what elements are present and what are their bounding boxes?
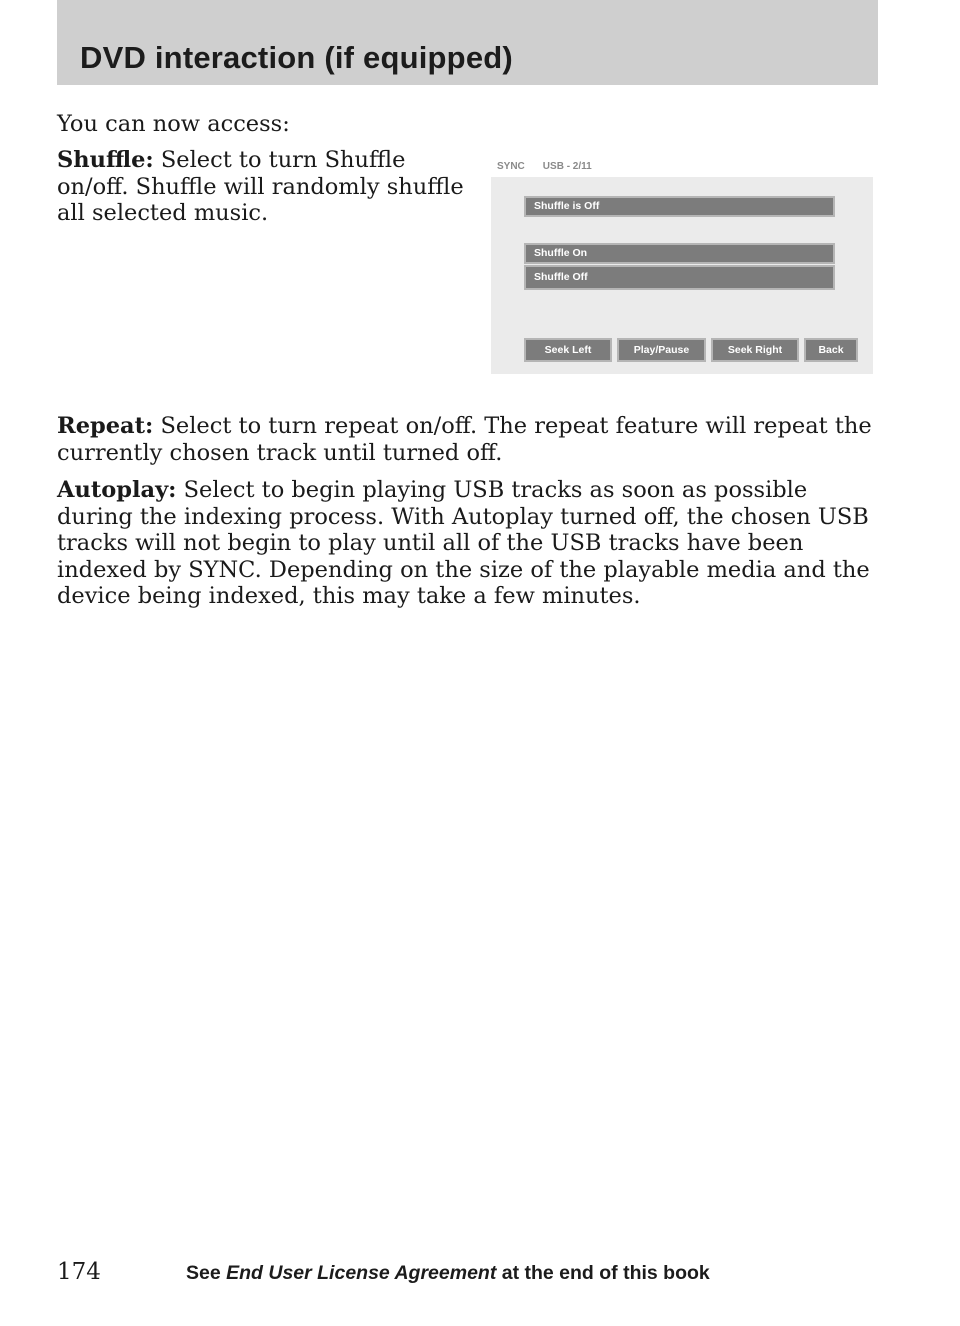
footer-prefix: See xyxy=(186,1262,227,1284)
sync-menu-panel xyxy=(491,177,873,374)
page-title: DVD interaction (if equipped) xyxy=(80,40,513,75)
sync-status-bar xyxy=(497,161,610,172)
autoplay-description: Select to begin playing USB tracks as soon as possible during the indexing process. With Autoplay turned off, the chosen USB tracks will not begin to play until all of the USB tracks have been indexed by SYNC. Depending on the size of the playable media and the device being indexed, this may take a few minutes. xyxy=(57,477,870,609)
sync-screen-illustration xyxy=(491,152,873,374)
shuffle-off-option[interactable]: Shuffle Off xyxy=(524,265,835,290)
back-button[interactable]: Back xyxy=(804,338,858,362)
footer-note xyxy=(186,1262,710,1285)
seek-left-button[interactable]: Seek Left xyxy=(524,338,612,362)
page-number: 174 xyxy=(57,1259,101,1285)
intro-text: You can now access: xyxy=(57,111,290,137)
footer-agreement-title: End User License Agreement xyxy=(226,1262,497,1284)
repeat-description: Select to turn repeat on/off. The repeat feature will repeat the currently chosen track until turned off. xyxy=(57,413,872,466)
sync-status-label: SYNC xyxy=(497,161,525,172)
shuffle-current-setting: Shuffle is Off xyxy=(524,196,835,217)
shuffle-on-option[interactable]: Shuffle On xyxy=(524,243,835,264)
play-pause-button[interactable]: Play/Pause xyxy=(617,338,706,362)
shuffle-description: Select to turn Shuffle on/off. Shuffle will randomly shuffle all selected music. xyxy=(57,147,464,226)
autoplay-term: Autoplay: xyxy=(57,477,177,503)
repeat-term: Repeat: xyxy=(57,413,154,439)
sync-source-label: USB - 2/11 xyxy=(542,161,592,172)
repeat-paragraph xyxy=(57,413,877,466)
autoplay-paragraph xyxy=(57,477,887,610)
shuffle-paragraph xyxy=(57,147,467,227)
shuffle-term: Shuffle: xyxy=(57,147,154,173)
footer-suffix: at the end of this book xyxy=(496,1262,710,1284)
seek-right-button[interactable]: Seek Right xyxy=(711,338,799,362)
